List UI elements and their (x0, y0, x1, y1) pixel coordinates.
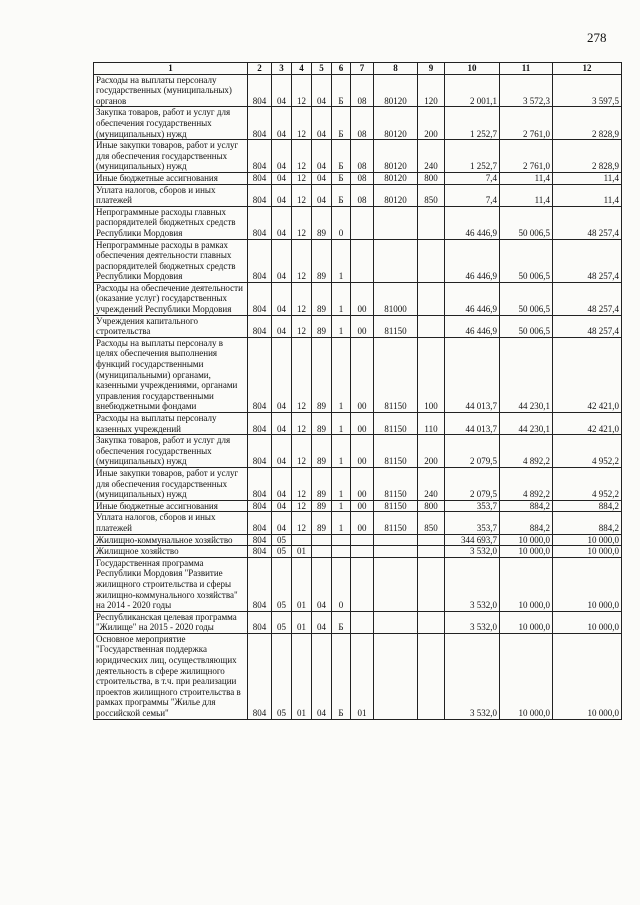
table-row (94, 467, 622, 500)
row-cell-col-7: 08 (351, 184, 374, 206)
row-cell-col-11: 2 761,0 (500, 140, 553, 173)
row-cell-col-8: 81150 (374, 467, 418, 500)
table-row (94, 184, 622, 206)
row-cell-col-7: 08 (351, 74, 374, 107)
row-cell-col-6: 1 (332, 435, 351, 468)
column-header-7: 7 (351, 63, 374, 75)
table-body (94, 74, 622, 719)
row-cell-col-9 (418, 282, 445, 315)
row-cell-col-4: 12 (292, 512, 312, 534)
column-header-12: 12 (553, 63, 622, 75)
row-cell-col-3: 04 (272, 467, 292, 500)
row-cell-col-10: 46 446,9 (445, 282, 500, 315)
row-cell-col-5: 89 (312, 315, 332, 337)
row-cell-col-2: 804 (248, 206, 272, 239)
row-cell-col-11: 884,2 (500, 512, 553, 534)
row-cell-col-10: 7,4 (445, 172, 500, 184)
row-name-cell: Непрограммные расходы главных распорядителей бюджетных средств Республики Мордовия (94, 206, 248, 239)
row-cell-col-9 (418, 206, 445, 239)
row-cell-col-2: 804 (248, 633, 272, 719)
row-cell-col-9 (418, 239, 445, 282)
row-cell-col-8: 81150 (374, 435, 418, 468)
row-cell-col-10: 46 446,9 (445, 315, 500, 337)
row-cell-col-2: 804 (248, 512, 272, 534)
row-cell-col-3: 04 (272, 500, 292, 512)
row-cell-col-8: 81150 (374, 337, 418, 412)
row-cell-col-10: 3 532,0 (445, 611, 500, 633)
row-cell-col-8 (374, 206, 418, 239)
row-cell-col-8 (374, 611, 418, 633)
row-cell-col-7: 00 (351, 435, 374, 468)
row-cell-col-3: 05 (272, 611, 292, 633)
row-cell-col-6: 0 (332, 206, 351, 239)
row-cell-col-2: 804 (248, 239, 272, 282)
row-cell-col-5: 89 (312, 512, 332, 534)
row-cell-col-2: 804 (248, 74, 272, 107)
row-cell-col-11: 4 892,2 (500, 467, 553, 500)
row-cell-col-7: 08 (351, 172, 374, 184)
row-cell-col-8: 81150 (374, 500, 418, 512)
row-cell-col-6 (332, 534, 351, 546)
row-cell-col-3: 04 (272, 74, 292, 107)
row-cell-col-12: 11,4 (553, 172, 622, 184)
row-name-cell: Расходы на обеспечение деятельности (оказание услуг) государственных учреждений Республики Мордовия (94, 282, 248, 315)
row-cell-col-2: 804 (248, 534, 272, 546)
row-cell-col-4: 12 (292, 184, 312, 206)
column-header-6: 6 (332, 63, 351, 75)
row-cell-col-8: 80120 (374, 74, 418, 107)
column-header-8: 8 (374, 63, 418, 75)
row-cell-col-3: 04 (272, 172, 292, 184)
row-cell-col-6: Б (332, 172, 351, 184)
row-cell-col-9: 200 (418, 107, 445, 140)
column-header-10: 10 (445, 63, 500, 75)
row-cell-col-10: 44 013,7 (445, 337, 500, 412)
row-name-cell: Закупка товаров, работ и услуг для обеспечения государственных (муниципальных) нужд (94, 107, 248, 140)
row-cell-col-6: 1 (332, 413, 351, 435)
row-cell-col-12: 42 421,0 (553, 337, 622, 412)
column-header-11: 11 (500, 63, 553, 75)
row-cell-col-10: 44 013,7 (445, 413, 500, 435)
row-cell-col-10: 2 001,1 (445, 74, 500, 107)
row-cell-col-12: 4 952,2 (553, 435, 622, 468)
row-cell-col-10: 46 446,9 (445, 206, 500, 239)
row-cell-col-12: 2 828,9 (553, 107, 622, 140)
table-row (94, 633, 622, 719)
table-row (94, 500, 622, 512)
row-cell-col-8: 80120 (374, 107, 418, 140)
row-cell-col-6: 0 (332, 557, 351, 611)
row-cell-col-5: 89 (312, 413, 332, 435)
row-cell-col-4: 12 (292, 500, 312, 512)
row-name-cell: Государственная программа Республики Мордовия "Развитие жилищного строительства и сферы жилищно-коммунального хозяйства" на 2014 - 2020 годы (94, 557, 248, 611)
row-cell-col-5: 89 (312, 206, 332, 239)
row-cell-col-2: 804 (248, 546, 272, 558)
row-cell-col-3: 04 (272, 413, 292, 435)
row-cell-col-12: 10 000,0 (553, 546, 622, 558)
row-cell-col-11: 50 006,5 (500, 282, 553, 315)
row-cell-col-3: 04 (272, 239, 292, 282)
row-cell-col-7 (351, 206, 374, 239)
row-cell-col-7: 00 (351, 512, 374, 534)
row-cell-col-11: 50 006,5 (500, 206, 553, 239)
row-cell-col-12: 2 828,9 (553, 140, 622, 173)
row-cell-col-12: 10 000,0 (553, 557, 622, 611)
row-cell-col-3: 05 (272, 557, 292, 611)
row-cell-col-4: 12 (292, 413, 312, 435)
row-cell-col-6: 1 (332, 467, 351, 500)
row-cell-col-4: 01 (292, 546, 312, 558)
table-row (94, 282, 622, 315)
table-row (94, 239, 622, 282)
table-row (94, 172, 622, 184)
row-cell-col-5 (312, 534, 332, 546)
row-cell-col-3: 04 (272, 315, 292, 337)
row-name-cell: Закупка товаров, работ и услуг для обеспечения государственных (муниципальных) нужд (94, 435, 248, 468)
row-cell-col-3: 05 (272, 546, 292, 558)
row-cell-col-5 (312, 546, 332, 558)
row-cell-col-2: 804 (248, 184, 272, 206)
row-cell-col-11: 10 000,0 (500, 534, 553, 546)
row-cell-col-9: 110 (418, 413, 445, 435)
row-cell-col-12: 3 597,5 (553, 74, 622, 107)
row-cell-col-3: 04 (272, 435, 292, 468)
row-cell-col-3: 05 (272, 633, 292, 719)
row-cell-col-12: 10 000,0 (553, 534, 622, 546)
row-cell-col-6: Б (332, 107, 351, 140)
row-cell-col-7: 00 (351, 413, 374, 435)
row-cell-col-4: 12 (292, 467, 312, 500)
row-cell-col-10: 2 079,5 (445, 435, 500, 468)
row-cell-col-8: 81150 (374, 512, 418, 534)
row-cell-col-11: 50 006,5 (500, 315, 553, 337)
row-cell-col-3: 04 (272, 282, 292, 315)
row-cell-col-9 (418, 534, 445, 546)
row-name-cell: Иные бюджетные ассигнования (94, 500, 248, 512)
row-cell-col-10: 46 446,9 (445, 239, 500, 282)
row-cell-col-4 (292, 534, 312, 546)
row-cell-col-7 (351, 534, 374, 546)
row-cell-col-4: 12 (292, 239, 312, 282)
row-cell-col-11: 10 000,0 (500, 633, 553, 719)
row-cell-col-5: 89 (312, 282, 332, 315)
row-cell-col-2: 804 (248, 107, 272, 140)
row-cell-col-8 (374, 546, 418, 558)
row-cell-col-5: 04 (312, 140, 332, 173)
table-row (94, 413, 622, 435)
row-cell-col-3: 04 (272, 337, 292, 412)
row-cell-col-5: 04 (312, 172, 332, 184)
row-cell-col-12: 10 000,0 (553, 633, 622, 719)
row-cell-col-9: 100 (418, 337, 445, 412)
row-cell-col-10: 3 532,0 (445, 633, 500, 719)
row-cell-col-4: 12 (292, 172, 312, 184)
row-cell-col-9 (418, 315, 445, 337)
row-cell-col-11: 884,2 (500, 500, 553, 512)
row-cell-col-11: 3 572,3 (500, 74, 553, 107)
row-cell-col-9: 200 (418, 435, 445, 468)
row-cell-col-8: 81150 (374, 413, 418, 435)
row-cell-col-6: Б (332, 184, 351, 206)
row-cell-col-12: 48 257,4 (553, 206, 622, 239)
row-cell-col-6: 1 (332, 337, 351, 412)
row-cell-col-12: 42 421,0 (553, 413, 622, 435)
column-header-9: 9 (418, 63, 445, 75)
row-cell-col-10: 3 532,0 (445, 557, 500, 611)
row-cell-col-2: 804 (248, 337, 272, 412)
row-cell-col-5: 89 (312, 435, 332, 468)
row-cell-col-2: 804 (248, 282, 272, 315)
row-cell-col-4: 12 (292, 315, 312, 337)
row-cell-col-2: 804 (248, 413, 272, 435)
row-cell-col-8 (374, 534, 418, 546)
row-cell-col-6: Б (332, 74, 351, 107)
row-cell-col-9: 800 (418, 500, 445, 512)
table-row (94, 435, 622, 468)
row-cell-col-8: 80120 (374, 184, 418, 206)
row-cell-col-4: 01 (292, 633, 312, 719)
row-cell-col-2: 804 (248, 435, 272, 468)
table-row (94, 337, 622, 412)
budget-table (93, 62, 622, 720)
row-cell-col-9: 240 (418, 140, 445, 173)
row-cell-col-9 (418, 557, 445, 611)
row-cell-col-10: 7,4 (445, 184, 500, 206)
row-cell-col-6: Б (332, 611, 351, 633)
row-cell-col-6: 1 (332, 239, 351, 282)
row-cell-col-10: 1 252,7 (445, 107, 500, 140)
row-cell-col-7 (351, 239, 374, 282)
row-cell-col-4: 01 (292, 611, 312, 633)
row-cell-col-2: 804 (248, 315, 272, 337)
table-row (94, 512, 622, 534)
row-cell-col-7 (351, 557, 374, 611)
table-row (94, 107, 622, 140)
row-cell-col-2: 804 (248, 172, 272, 184)
row-cell-col-7 (351, 546, 374, 558)
row-cell-col-8 (374, 239, 418, 282)
row-cell-col-6: Б (332, 633, 351, 719)
row-cell-col-9: 800 (418, 172, 445, 184)
row-cell-col-7: 00 (351, 500, 374, 512)
row-cell-col-4: 01 (292, 557, 312, 611)
row-cell-col-7: 00 (351, 282, 374, 315)
column-header-5: 5 (312, 63, 332, 75)
row-cell-col-12: 4 952,2 (553, 467, 622, 500)
row-cell-col-7: 00 (351, 337, 374, 412)
row-cell-col-6 (332, 546, 351, 558)
row-cell-col-10: 1 252,7 (445, 140, 500, 173)
row-cell-col-12: 48 257,4 (553, 239, 622, 282)
row-name-cell: Жилищно-коммунальное хозяйство (94, 534, 248, 546)
row-cell-col-8: 81150 (374, 315, 418, 337)
row-cell-col-5: 89 (312, 467, 332, 500)
row-cell-col-6: 1 (332, 315, 351, 337)
row-cell-col-7: 01 (351, 633, 374, 719)
row-cell-col-7 (351, 611, 374, 633)
row-name-cell: Уплата налогов, сборов и иных платежей (94, 512, 248, 534)
row-cell-col-6: Б (332, 140, 351, 173)
row-cell-col-6: 1 (332, 512, 351, 534)
row-cell-col-2: 804 (248, 500, 272, 512)
row-cell-col-4: 12 (292, 107, 312, 140)
table-row (94, 206, 622, 239)
row-cell-col-5: 04 (312, 107, 332, 140)
row-name-cell: Расходы на выплаты персоналу казенных учреждений (94, 413, 248, 435)
row-cell-col-10: 2 079,5 (445, 467, 500, 500)
row-cell-col-5: 04 (312, 557, 332, 611)
row-cell-col-8 (374, 557, 418, 611)
row-name-cell: Республиканская целевая программа "Жилище" на 2015 - 2020 годы (94, 611, 248, 633)
row-cell-col-9: 850 (418, 184, 445, 206)
row-cell-col-11: 2 761,0 (500, 107, 553, 140)
row-cell-col-5: 89 (312, 239, 332, 282)
row-cell-col-7: 08 (351, 140, 374, 173)
row-cell-col-8: 80120 (374, 140, 418, 173)
row-cell-col-12: 48 257,4 (553, 282, 622, 315)
row-cell-col-10: 353,7 (445, 512, 500, 534)
row-cell-col-4: 12 (292, 74, 312, 107)
row-name-cell: Иные закупки товаров, работ и услуг для обеспечения государственных (муниципальных) нужд (94, 467, 248, 500)
row-cell-col-11: 10 000,0 (500, 546, 553, 558)
row-cell-col-5: 04 (312, 74, 332, 107)
row-cell-col-3: 04 (272, 140, 292, 173)
row-cell-col-9 (418, 633, 445, 719)
row-name-cell: Иные бюджетные ассигнования (94, 172, 248, 184)
row-cell-col-11: 44 230,1 (500, 337, 553, 412)
row-cell-col-11: 4 892,2 (500, 435, 553, 468)
row-cell-col-9: 240 (418, 467, 445, 500)
row-cell-col-6: 1 (332, 282, 351, 315)
table-row (94, 546, 622, 558)
row-cell-col-9: 850 (418, 512, 445, 534)
table-row (94, 534, 622, 546)
row-cell-col-8: 81000 (374, 282, 418, 315)
row-name-cell: Расходы на выплаты персоналу государственных (муниципальных) органов (94, 74, 248, 107)
table-header-row (94, 63, 622, 75)
row-cell-col-7: 00 (351, 315, 374, 337)
row-cell-col-11: 10 000,0 (500, 611, 553, 633)
row-cell-col-5: 89 (312, 337, 332, 412)
row-cell-col-12: 884,2 (553, 512, 622, 534)
row-cell-col-2: 804 (248, 611, 272, 633)
row-name-cell: Расходы на выплаты персоналу в целях обеспечения выполнения функций государственными (муниципальными) органами, казенными учреждениями, органами управления государственными внебюджетными фондами (94, 337, 248, 412)
row-cell-col-9: 120 (418, 74, 445, 107)
row-cell-col-11: 11,4 (500, 172, 553, 184)
table-row (94, 611, 622, 633)
row-cell-col-8: 80120 (374, 172, 418, 184)
row-cell-col-6: 1 (332, 500, 351, 512)
row-name-cell: Учреждения капитального строительства (94, 315, 248, 337)
row-cell-col-4: 12 (292, 282, 312, 315)
row-cell-col-9 (418, 611, 445, 633)
row-cell-col-12: 11,4 (553, 184, 622, 206)
row-cell-col-11: 44 230,1 (500, 413, 553, 435)
column-header-2: 2 (248, 63, 272, 75)
row-cell-col-3: 04 (272, 184, 292, 206)
row-cell-col-10: 344 693,7 (445, 534, 500, 546)
row-cell-col-4: 12 (292, 206, 312, 239)
row-cell-col-12: 10 000,0 (553, 611, 622, 633)
row-cell-col-3: 04 (272, 107, 292, 140)
table-row (94, 557, 622, 611)
column-header-3: 3 (272, 63, 292, 75)
row-cell-col-11: 10 000,0 (500, 557, 553, 611)
row-cell-col-3: 05 (272, 534, 292, 546)
table-row (94, 315, 622, 337)
row-name-cell: Непрограммные расходы в рамках обеспечения деятельности главных распорядителей бюджетных средств Республики Мордовия (94, 239, 248, 282)
row-cell-col-7: 08 (351, 107, 374, 140)
row-cell-col-12: 48 257,4 (553, 315, 622, 337)
row-cell-col-2: 804 (248, 467, 272, 500)
row-cell-col-9 (418, 546, 445, 558)
row-cell-col-3: 04 (272, 512, 292, 534)
row-cell-col-8 (374, 633, 418, 719)
row-name-cell: Уплата налогов, сборов и иных платежей (94, 184, 248, 206)
row-cell-col-4: 12 (292, 337, 312, 412)
page-number: 278 (587, 30, 607, 45)
row-cell-col-5: 89 (312, 500, 332, 512)
row-cell-col-7: 00 (351, 467, 374, 500)
row-cell-col-11: 11,4 (500, 184, 553, 206)
row-cell-col-2: 804 (248, 557, 272, 611)
row-cell-col-2: 804 (248, 140, 272, 173)
row-cell-col-10: 353,7 (445, 500, 500, 512)
row-cell-col-5: 04 (312, 633, 332, 719)
row-name-cell: Жилищное хозяйство (94, 546, 248, 558)
column-header-4: 4 (292, 63, 312, 75)
row-cell-col-5: 04 (312, 611, 332, 633)
row-cell-col-5: 04 (312, 184, 332, 206)
row-cell-col-12: 884,2 (553, 500, 622, 512)
table-row (94, 140, 622, 173)
table-row (94, 74, 622, 107)
row-cell-col-11: 50 006,5 (500, 239, 553, 282)
row-name-cell: Основное мероприятие "Государственная поддержка юридических лиц, осуществляющих деятельность в сфере жилищного строительства, в т.ч. при реализации проектов жилищного строительства в рамках программы "Жилье для российской семьи" (94, 633, 248, 719)
row-cell-col-4: 12 (292, 140, 312, 173)
row-name-cell: Иные закупки товаров, работ и услуг для обеспечения государственных (муниципальных) нужд (94, 140, 248, 173)
row-cell-col-4: 12 (292, 435, 312, 468)
column-header-1: 1 (94, 63, 248, 75)
row-cell-col-3: 04 (272, 206, 292, 239)
row-cell-col-10: 3 532,0 (445, 546, 500, 558)
